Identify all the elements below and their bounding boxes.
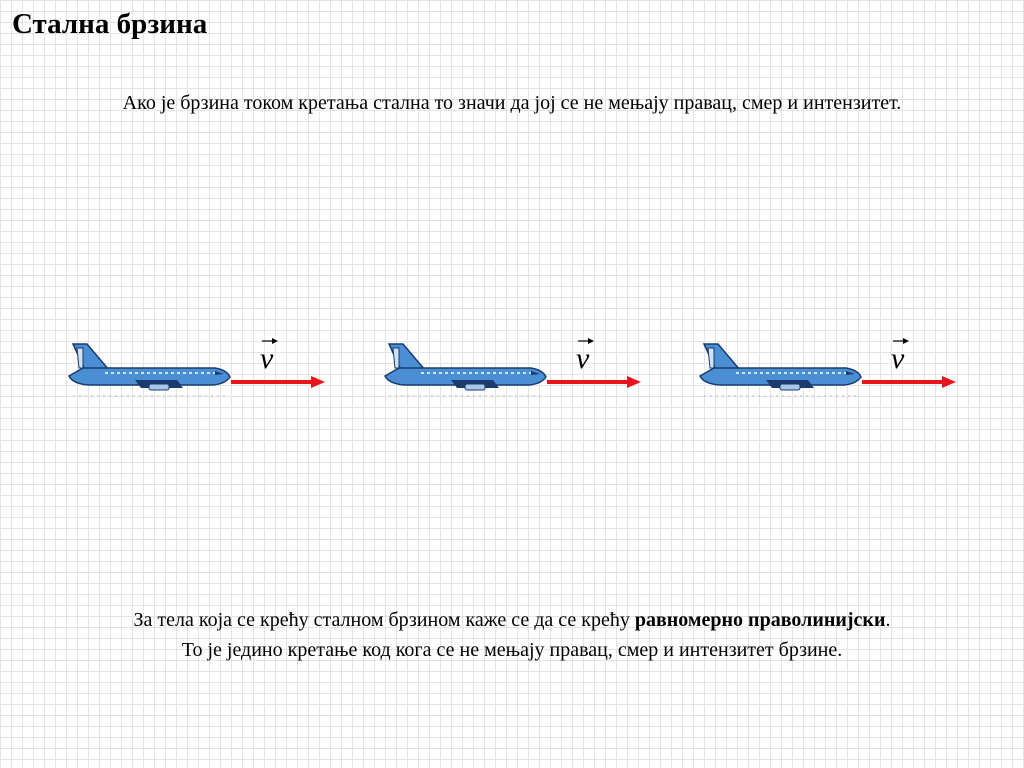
footer-line-1-prefix: За тела која се крећу сталном брзином каже се да се крећу (133, 609, 635, 631)
airplane-icon (69, 344, 230, 396)
velocity-symbol: v (891, 342, 905, 375)
airplane-icon (385, 344, 546, 396)
velocity-symbol: v (576, 342, 590, 375)
footer-line-1-suffix: . (885, 609, 891, 631)
intro-text: Ако је брзина током кретања стална то значи да јој се не мењају правац, смер и интензитет. (122, 92, 902, 114)
footer-line-2: То је једино кретање код кога се не мењају правац, смер и интензитет брзине. (181, 639, 843, 661)
velocity-symbol: v (260, 342, 274, 375)
page-title: Стална брзина (12, 8, 208, 40)
velocity-arrow-icon (862, 376, 956, 388)
footer-text (0, 605, 1024, 665)
plane-velocity-group (696, 330, 961, 410)
footer-line-1-bold: равномерно праволинијски (634, 609, 886, 631)
velocity-arrow-icon (547, 376, 641, 388)
plane-velocity-group (381, 330, 646, 410)
airplane-icon (700, 344, 861, 396)
footer-line-1 (0, 605, 1024, 635)
plane-velocity-group (65, 330, 330, 410)
velocity-arrow-icon (231, 376, 325, 388)
